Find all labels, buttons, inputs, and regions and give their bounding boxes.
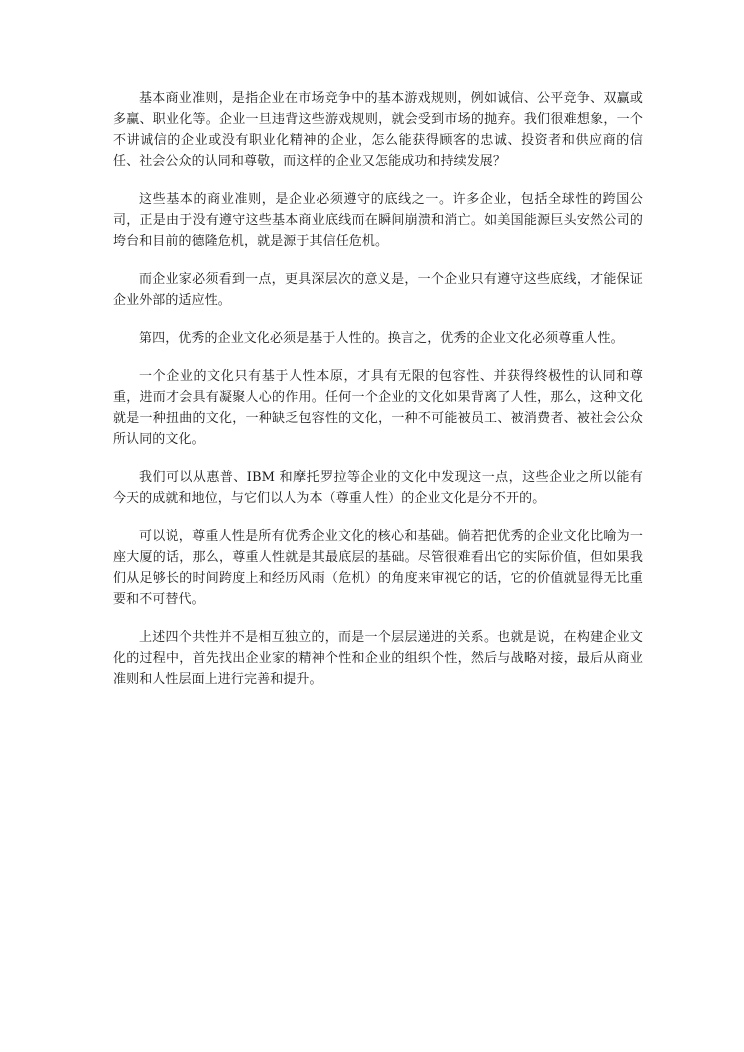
- paragraph-6: 我们可以从惠普、IBM 和摩托罗拉等企业的文化中发现这一点，这些企业之所以能有今天的成就和地位，与它们以人为本（尊重人性）的企业文化是分不开的。: [113, 470, 643, 506]
- document-body: [113, 88, 643, 707]
- paragraph-1: 基本商业准则，是指企业在市场竞争中的基本游戏规则，例如诚信、公平竞争、双赢或多赢、职业化等。企业一旦违背这些游戏规则，就会受到市场的抛弃。我们很难想象，一个不讲诚信的企业或没有职业化精神的企业，怎么能获得顾客的忠诚、投资者和供应商的信任、社会公众的认同和尊敬，而这样的企业又怎能成功和持续发展？: [113, 91, 643, 169]
- paragraph-5: 一个企业的文化只有基于人性本原，才具有无限的包容性、并获得终极性的认同和尊重，进而才会具有凝聚人心的作用。任何一个企业的文化如果背离了人性，那么，这种文化就是一种扭曲的文化，一种缺乏包容性的文化，一种不可能被员工、被消费者、被社会公众所认同的文化。: [113, 369, 643, 447]
- paragraph-7: 可以说，尊重人性是所有优秀企业文化的核心和基础。倘若把优秀的企业文化比喻为一座大厦的话，那么，尊重人性就是其最底层的基础。尽管很难看出它的实际价值，但如果我们从足够长的时间跨度上和经历风雨（危机）的角度来审视它的话，它的价值就显得无比重要和不可替代。: [113, 529, 643, 607]
- paragraph-8: 上述四个共性并不是相互独立的，而是一个层层递进的关系。也就是说，在构建企业文化的过程中，首先找出企业家的精神个性和企业的组织个性，然后与战略对接，最后从商业准则和人性层面上进行完善和提升。: [113, 630, 643, 687]
- paragraph-2: 这些基本的商业准则，是企业必须遵守的底线之一。许多企业，包括全球性的跨国公司，正是由于没有遵守这些基本商业底线而在瞬间崩溃和消亡。如美国能源巨头安然公司的垮台和目前的德隆危机，就是源于其信任危机。: [113, 192, 643, 249]
- paragraph-3: 而企业家必须看到一点，更具深层次的意义是，一个企业只有遵守这些底线，才能保证企业外部的适应性。: [113, 272, 643, 308]
- paragraph-4: 第四，优秀的企业文化必须是基于人性的。换言之，优秀的企业文化必须尊重人性。: [139, 331, 624, 346]
